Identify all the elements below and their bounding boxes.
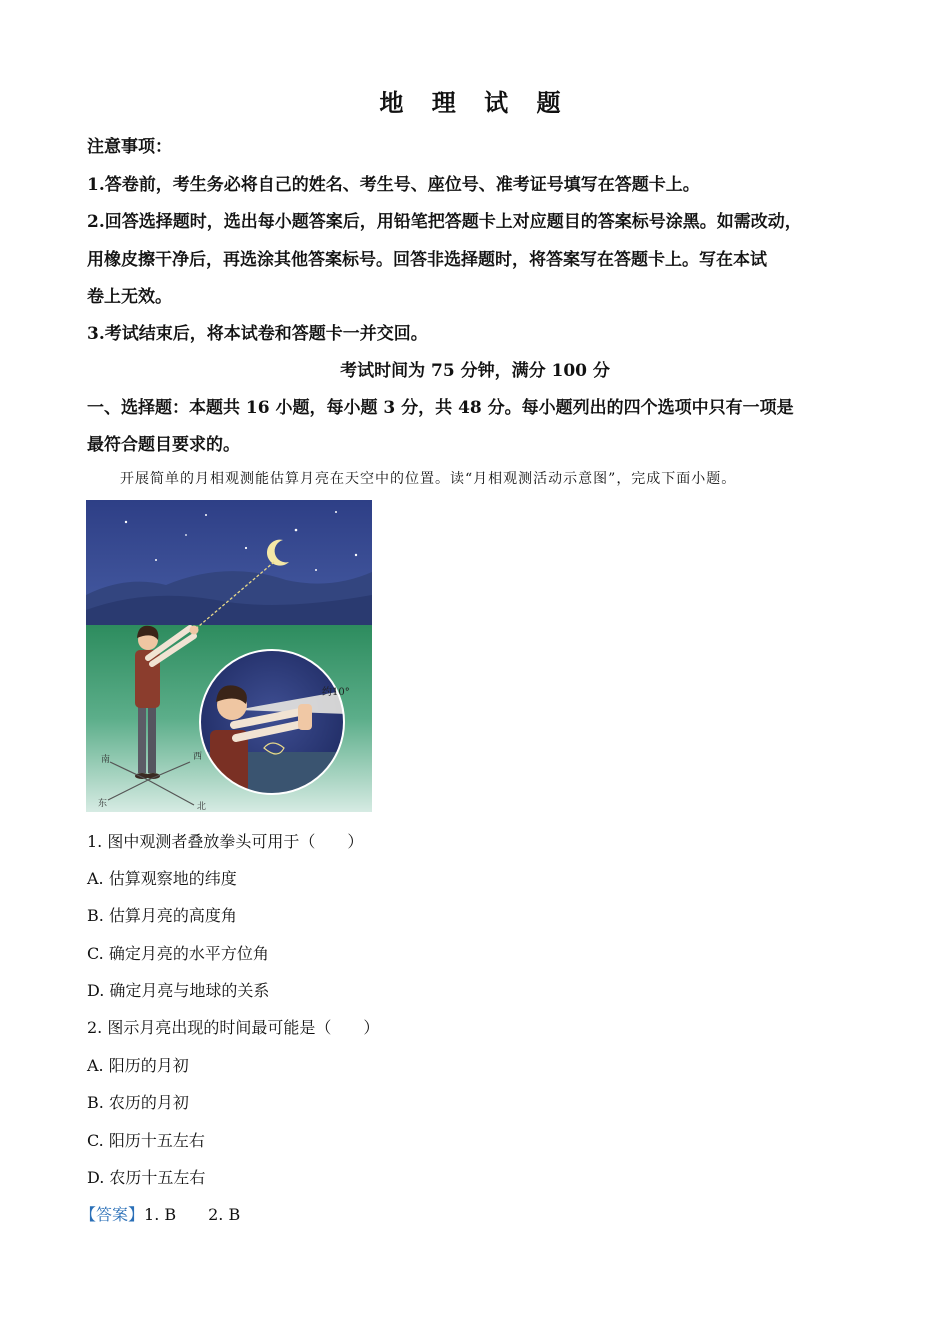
section-heading-line-1: 一、选择题：本题共 16 小题，每小题 3 分，共 48 分。每小题列出的四个选项中只有一项是 [87,398,794,418]
question-2-stem: 2. 图示月亮出现的时间最可能是（ ） [87,1018,380,1037]
dir-north-label: 北 [197,802,207,812]
exam-info: 考试时间为 75 分钟，满分 100 分 [340,361,610,381]
dir-south-label: 南 [101,755,111,765]
question-2-option-c: C. 阳历十五左右 [87,1131,205,1150]
notice-heading: 注意事项： [87,137,172,157]
intro-text: 开展简单的月相观测能估算月亮在天空中的位置。读“月相观测活动示意图”，完成下面小题。 [120,471,737,487]
dir-west-label: 西 [193,752,203,762]
page-title: 地 理 试 题 [379,88,571,117]
question-1-option-c: C. 确定月亮的水平方位角 [87,944,269,963]
dir-east-label: 东 [98,799,108,809]
question-1-option-d: D. 确定月亮与地球的关系 [87,981,270,1000]
question-2-option-b: B. 农历的月初 [87,1093,189,1112]
answer-tag: 【答案】 [80,1205,145,1224]
question-2-option-d: D. 农历十五左右 [87,1168,206,1187]
section-heading-line-2: 最符合题目要求的。 [87,435,240,455]
answer-line [80,1202,240,1225]
angle-label: 约10° [322,687,350,698]
question-1-stem: 1. 图中观测者叠放拳头可用于（ ） [87,832,364,851]
moon-observation-figure [86,500,372,812]
question-1-option-a: A. 估算观察地的纬度 [87,869,237,888]
question-2-option-a: A. 阳历的月初 [87,1056,189,1075]
notice-item-2-line-3: 卷上无效。 [87,287,172,307]
notice-item-1: 1.答卷前，考生务必将自己的姓名、考生号、座位号、准考证号填写在答题卡上。 [87,175,700,195]
answer-text: 1. B 2. B [144,1205,241,1224]
notice-item-3: 3.考试结束后，将本试卷和答题卡一并交回。 [87,324,428,344]
question-1-option-b: B. 估算月亮的高度角 [87,906,237,925]
notice-item-2-line-2: 用橡皮擦干净后，再选涂其他答案标号。回答非选择题时，将答案写在答题卡上。写在本试 [87,250,767,270]
notice-item-2-line-1: 2.回答选择题时，选出每小题答案后，用铅笔把答题卡上对应题目的答案标号涂黑。如需改动， [87,212,802,232]
